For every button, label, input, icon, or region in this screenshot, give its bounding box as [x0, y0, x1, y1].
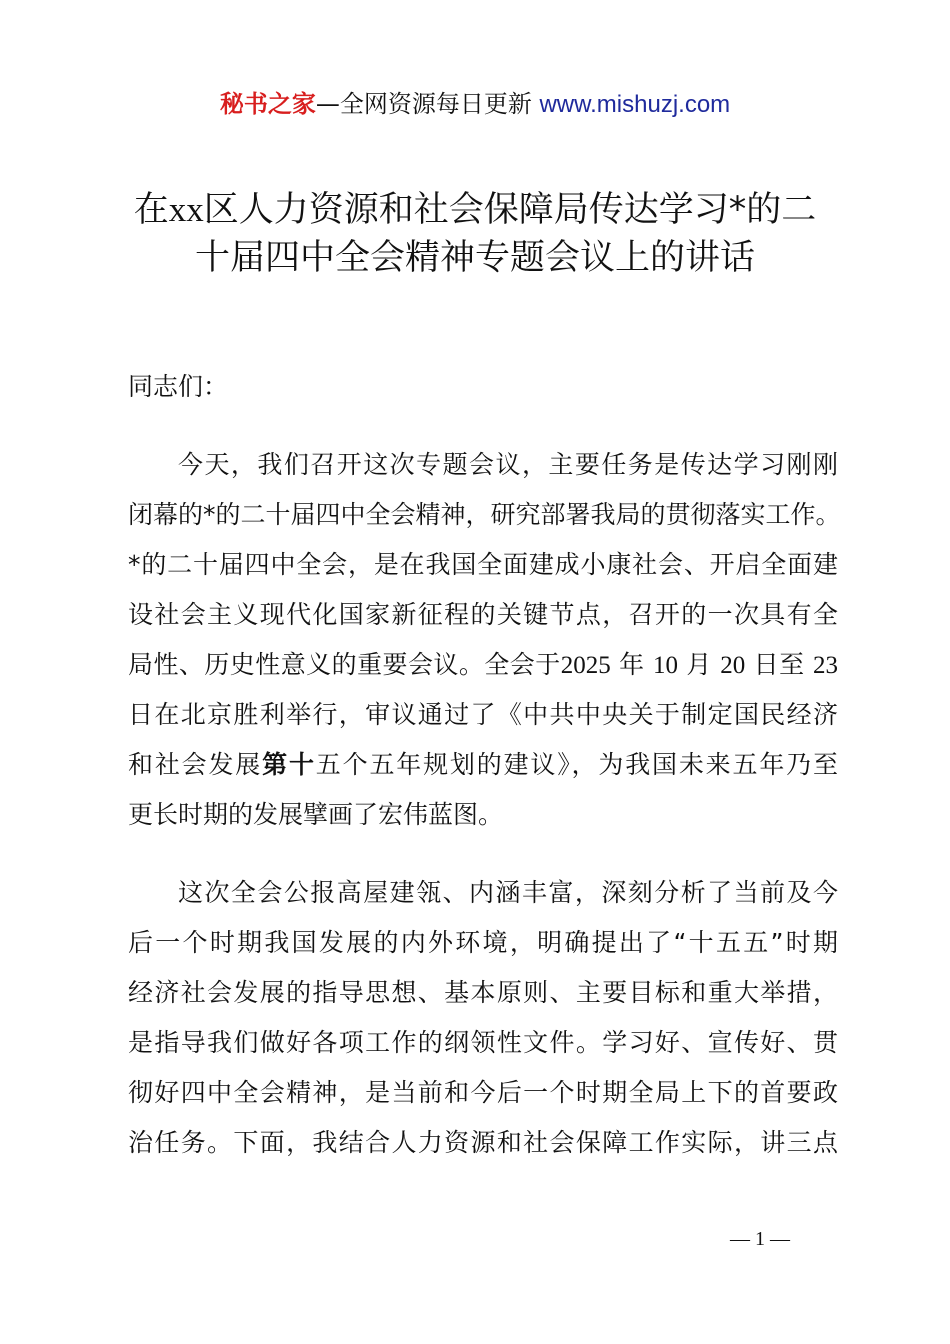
document-title [0, 186, 950, 282]
header-url[interactable]: www.mishuzj.com [539, 91, 731, 118]
paragraph-line: 局性、历史性意义的重要会议。全会于2025 年 10 月 20 日至 23 [128, 650, 838, 679]
salutation: 同志们： [128, 372, 229, 401]
title-line-1: 在xx区人力资源和社会保障局传达学习*的二 [133, 190, 817, 230]
paragraph-line: 彻好四中全会精神，是当前和今后一个时期全局上下的首要政 [128, 1078, 838, 1107]
brand-name: 秘书之家 [219, 90, 316, 118]
title-line-2: 十届四中全会精神专题会议上的讲话 [194, 238, 755, 278]
paragraph-line: 这次全会公报高屋建瓴、内涵丰富，深刻分析了当前及今 [178, 878, 838, 907]
paragraph-line: 设社会主义现代化国家新征程的关键节点，召开的一次具有全 [128, 600, 838, 629]
paragraph-line: 闭幕的*的二十届四中全会精神，研究部署我局的贯彻落实工作。 [128, 500, 841, 529]
document-body [128, 362, 841, 1168]
header-slogan: —全网资源每日更新 [315, 90, 532, 118]
paragraph-line: 和社会发展第十五个五年规划的建议》，为我国未来五年乃至 [128, 750, 838, 779]
paragraph-line: 今天，我们召开这次专题会议，主要任务是传达学习刚刚 [178, 450, 838, 479]
paragraph-line: 更长时期的发展擘画了宏伟蓝图。 [128, 800, 504, 829]
paragraph-line: 日在北京胜利举行，审议通过了《中共中央关于制定国民经济 [128, 700, 838, 729]
paragraph-line: 是指导我们做好各项工作的纲领性文件。学习好、宣传好、贯 [128, 1028, 838, 1057]
paragraph-line: *的二十届四中全会，是在我国全面建成小康社会、开启全面建 [128, 550, 838, 579]
page-number: — 1 — [730, 1228, 790, 1250]
paragraph-line: 后一个时期我国发展的内外环境，明确提出了“十五五”时期 [128, 928, 838, 957]
paragraph-line: 经济社会发展的指导思想、基本原则、主要目标和重大举措， [128, 978, 838, 1007]
site-header [0, 84, 950, 125]
paragraph-line: 治任务。下面，我结合人力资源和社会保障工作实际，讲三点 [128, 1128, 838, 1157]
paragraph-2 [128, 868, 838, 1168]
bold-text: 第十 [262, 750, 316, 779]
paragraph-1 [128, 440, 841, 840]
